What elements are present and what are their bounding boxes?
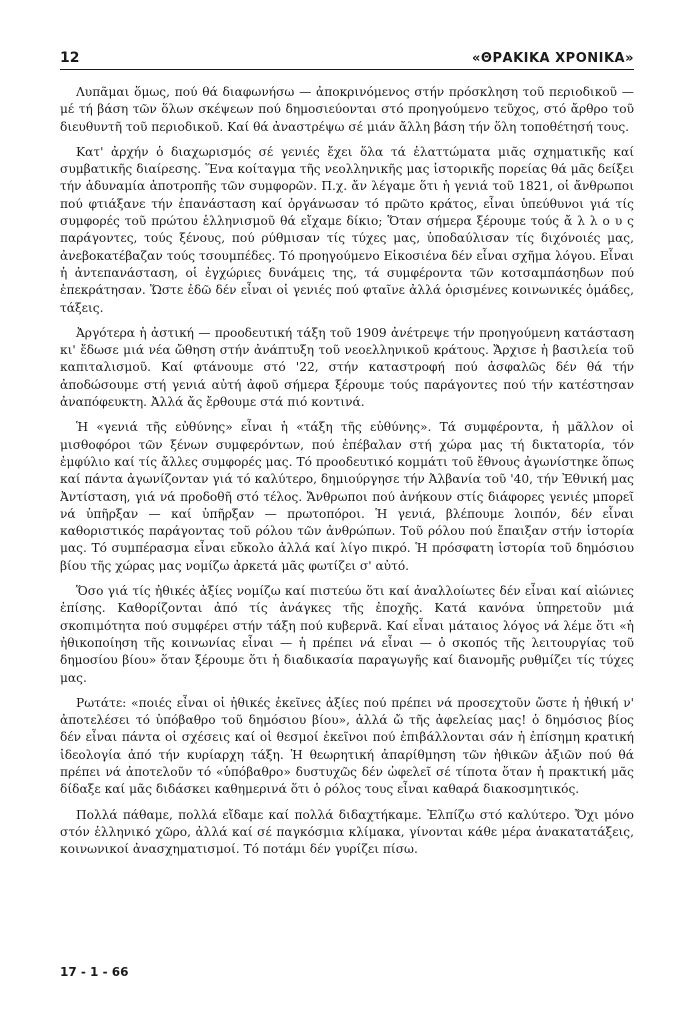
page-header xyxy=(60,50,634,70)
paragraph: Ὅσο γιά τίς ἠθικές ἀξίες νομίζω καί πιστεύω ὅτι καί ἀναλλοίωτες δέν εἶναι καί αἰώνιες ἐπίσης. Καθορίζονται ἀπό τίς ἀνάγκες τῆς ἐποχῆς. Κατά κανόνα ὑπηρετοῦν μιά σκοπιμότητα πού συμφέρει στήν τάξη πού κυβερνᾶ. Καί εἶναι μάταιος λόγος νά λέμε ὅτι «ἡ ἠθικοποίηση τῆς κοινωνίας εἶναι — ἡ πρέπει νά εἶναι — ὁ σκοπός τῆς λειτουργίας τοῦ δημοσίου βίου» ὅταν ξέρουμε ὅτι ἡ διαδικασία παραγωγῆς καί διανομῆς ρυθμίζει τίς τύχες μας. xyxy=(60,584,634,685)
paragraph: Πολλά πάθαμε, πολλά εἴδαμε καί πολλά διδαχτήκαμε. Ἐλπίζω στό καλύτερο. Ὄχι μόνο στόν ἑλληνικό χῶρο, ἀλλά καί σέ παγκόσμια κλίμακα, γίνονται κάθε μέρα ἀνακατατάξεις, κοινωνικοί ἀνασχηματισμοί. Τό ποτάμι δέν γυρίζει πίσω. xyxy=(60,807,634,857)
paragraph: Ἡ «γενιά τῆς εὐθύνης» εἶναι ἡ «τάξη τῆς εὐθύνης». Τά συμφέροντα, ἡ μᾶλλον οἱ μισθοφόροι τῶν ξένων συμφερόντων, πού ἐπέβαλαν στή χώρα μας τή δικτατορία, τόν ἐμφύλιο καί τίς ἄλλες συμφορές μας. Τό προοδευτικό κομμάτι τοῦ ἔθνους ἀγωνίστηκε ὅπως καί πάντα ἀγωνίζονταν γιά τό καλύτερο, δημιούργησε τήν Ἀλβανία τοῦ '40, τήν Ἐθνική μας Ἀντίσταση, γιά νά προδοθῆ στό τέλος. Ἄνθρωποι πού ἀνήκουν στίς διάφορες γενιές μπορεῖ νά ὑπῆρξαν — καί ὑπῆρξαν — πρωτοπόροι. Ἡ γενιά, βλέπουμε λοιπόν, δέν εἶναι καθοριστικός παράγοντας τοῦ ρόλου τῶν ἀνθρώπων. Τοῦ ρόλου πού ἔπαιξαν στήν ἱστορία μας. Τό συμπέρασμα εἶναι εὔκολο ἀλλά καί λίγο πικρό. Ἡ πρόσφατη ἱστορία τοῦ δημόσιου βίου τῆς χώρας μας νομίζω ἀρκετά μᾶς φωτίζει σ' αὐτό. xyxy=(60,420,634,573)
paragraph: Λυπᾶμαι ὅμως, πού θά διαφωνήσω — ἀποκρινόμενος στήν πρόσκληση τοῦ περιοδικοῦ — μέ τή βάση τῶν ὅλων σκέψεων πού δημοσιεύονται στό προηγούμενο τεῦχος, στό ἄρθρο τοῦ διευθυντῆ τοῦ περιοδικοῦ. Καί θά ἀναστρέψω σέ μιάν ἄλλη βάση τήν ὅλη τοποθέτησή τους. xyxy=(60,85,634,134)
journal-title: «ΘΡΑΚΙΚΑ ΧΡΟΝΙΚΑ» xyxy=(472,51,634,66)
page-number: 12 xyxy=(60,50,80,66)
article-date: 17 - 1 - 66 xyxy=(60,965,129,979)
paragraph: Ρωτάτε: «ποιές εἶναι οἱ ἠθικές ἐκεῖνες ἀξίες πού πρέπει νά προσεχτοῦν ὥστε ἡ ἠθική ν' ἀποτελέσει τό ὑπόβαθρο τοῦ δημόσιου βίου», ἀλλά ὤ τῆς ἀφελείας μας! ὁ δημόσιος βίος δέν εἶναι πάντα οἱ σχέσεις καί οἱ θεσμοί ἐκεῖνοι πού ἐπιβάλλονται σάν ἡ ἐπίσημη κρατική ἰδεολογία ἀπό τήν κυρίαρχη τάξη. Ἡ θεωρητική ἀπαρίθμηση τῶν ἠθικῶν ἀξιῶν πού θά πρέπει νά ἀποτελοῦν τό «ὑπόβαθρο» δυστυχῶς δέν ὠφελεῖ σέ τίποτα ὅταν ἡ πρακτική μᾶς δίδαξε καί μᾶς διδάσκει καθημερινά ὅτι ὁ ρόλος τους εἶναι καθαρά διακοσμητικός. xyxy=(60,695,634,797)
paragraph: Ἀργότερα ἡ ἀστική — προοδευτική τάξη τοῦ 1909 ἀνέτρεψε τήν προηγούμενη κατάσταση κι' ἔδωσε μιά νέα ὤθηση στήν ἀνάπτυξη τοῦ νεοελληνικοῦ κράτους. Ἄρχισε ἡ βασιλεία τοῦ καπιταλισμοῦ. Καί φτάνουμε στό '22, στήν καταστροφή πού ἀσφαλῶς δέν θά τήν ἀποδώσουμε στή γενιά αὐτή ἀφοῦ σήμερα ξέρουμε τούς παράγοντες πού τήν κατέστησαν ἀναπόφευκτη. Ἀλλά ἄς ἔρθουμε στά πιό κοντινά. xyxy=(60,325,634,410)
paragraph: Κατ' ἀρχήν ὁ διαχωρισμός σέ γενιές ἔχει ὅλα τά ἐλαττώματα μιᾶς σχηματικῆς καί συμβατικῆς διαίρεσης. Ἕνα κοίταγμα τῆς νεολληνικῆς μας ἱστορικῆς πορείας θά μᾶς δείξει τήν ἀδυναμία ἀποτροπῆς τῶν συμφορῶν. Π.χ. ἄν λέγαμε ὅτι ἡ γενιά τοῦ 1821, οἱ ἄνθρωποι πού φτιάξανε τήν ἐπανάσταση καί ὀργάνωσαν τό πρῶτο κράτος, εἶναι ὑπεύθυνοι γιά τίς συμφορές τοῦ πρώτου ἑλληνισμοῦ θά εἴχαμε δίκιο; Ὅταν σήμερα ξέρουμε τούς ἄ λ λ ο υ ς παράγοντες, τούς ξένους, πού ρύθμισαν τίς τύχες μας, ὑποδαύλισαν τίς διχόνοιές μας, ἀνεβοκατέβαζαν τούς τσουμπέδες. Τό προηγούμενο Εἰκοσιένα δέν εἶναι σχῆμα λόγου. Εἶναι ἡ ἀντεπανάσταση, οἱ ἐγχώριες δυνάμεις της, τά συμφέροντα τῶν κοτσαμπάσηδων πού ἐπεκράτησαν. Ὥστε ἐδῶ δέν εἶναι οἱ γενιές πού φταῖνε ἀλλά ὁρισμένες κοινωνικές ὁμάδες, τάξεις. xyxy=(60,144,634,315)
article-body xyxy=(60,84,634,858)
